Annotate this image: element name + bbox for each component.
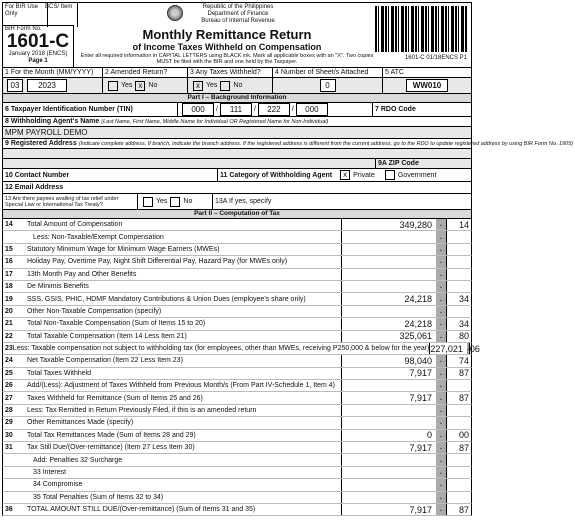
line-centavos[interactable]: 87 [446,442,471,453]
line-number: 18 [5,283,13,291]
address-label-row [2,139,574,149]
line-amount[interactable]: 24,218 [341,318,436,329]
address-label: 9 Registered Address [5,140,77,147]
line-number: 21 [5,320,13,328]
line-centavos[interactable] [446,454,471,465]
line-amount[interactable] [341,479,436,490]
line-number: 26 [5,382,13,390]
line-amount[interactable]: 7,917 [341,442,436,453]
line-description: TOTAL AMOUNT STILL DUE/(Over-remittance) (Sum of Items 31 and 35) [27,506,256,514]
taxes-withheld [188,78,273,93]
relief-label: 13 Are there payees availing of tax relief under Special Law or International Tax Treaty? [3,194,138,209]
tin-fields: 000 / 111 / 222 / 000 [178,103,373,116]
line-amount[interactable] [341,269,436,280]
month-year [3,78,103,93]
line-description: Total Non-Taxable Compensation (Sum of Items 15 to 20) [27,320,206,328]
line-description: Add/(Less): Adjustment of Taxes Withheld from Previous Month/s (From Part IV-Schedule 1, Item 4) [27,382,335,390]
amended-return [103,78,188,93]
amended-no-checkbox[interactable]: x [135,81,145,91]
line-amount[interactable]: 325,061 [341,331,436,342]
line-centavos[interactable] [446,256,471,267]
form-instructions: Enter all required information in CAPITAL LETTERS using BLACK ink. Mark all applicable boxes with an "X". Two copies MUST be filed with the BIR and one held by the Taxpayer. [80,53,374,65]
line-description: Tax Still Due/(Over-remittance) (Item 27 Less Item 30) [27,444,195,452]
amended-yes-checkbox[interactable] [108,81,118,91]
line-centavos[interactable]: 06 [469,343,480,354]
decimal-separator: . [436,231,446,242]
line-amount[interactable]: 227,021 [429,343,467,354]
form-title [77,27,377,65]
decimal-separator: . [436,467,446,478]
line-centavos[interactable] [446,244,471,255]
decimal-separator: . [436,219,446,230]
address-field-2[interactable] [2,159,472,169]
relief-no-checkbox[interactable] [170,197,180,207]
line-number: 17 [5,270,13,278]
tin-part-1[interactable]: 000 [182,103,214,116]
government-checkbox[interactable] [385,170,395,180]
sheets-attached [273,78,383,93]
line-description: Add: Penalties 32 Surcharge [33,456,123,464]
line-amount[interactable]: 24,218 [341,293,436,304]
line-amount[interactable]: 349,280 [341,219,436,230]
line-amount[interactable] [341,492,436,503]
line-description: Taxes Withheld for Remittance (Sum of Items 25 and 26) [27,394,203,402]
barcode-label: 1601-C 01/18ENCS P1 [404,55,467,61]
decimal-separator: . [436,492,446,503]
computation-line [2,269,472,281]
month-input[interactable]: 03 [7,79,23,92]
line-number: 27 [5,394,13,402]
line-amount[interactable] [341,281,436,292]
withheld-yes-label: Yes [206,82,218,89]
agency-line-1: Republic of the Philippines [202,4,274,10]
tin-part-4[interactable]: 000 [296,103,328,116]
line-amount[interactable]: 7,917 [341,504,436,515]
agent-label-row [2,117,472,127]
label-month: 1 For the Month (MM/YYYY) [3,68,103,77]
computation-line [2,417,472,429]
line-number: 24 [5,357,13,365]
line-centavos[interactable] [446,380,471,391]
line-description: Total Taxes Withheld [27,369,92,377]
relief-options [138,194,213,209]
line-centavos[interactable] [446,281,471,292]
line-number: 25 [5,369,13,377]
agent-name-field[interactable] [2,127,472,139]
line-description: 33 Interest [33,469,67,476]
row1-labels [2,68,472,78]
row1-values [2,78,472,94]
category-label: 11 Category of Withholding Agent [220,171,333,179]
line-description: Other Remittances Made (specify) [27,419,134,427]
line-amount[interactable] [341,380,436,391]
computation-line [2,492,472,504]
line-description: 34 Compromise [33,481,83,489]
line-number: 23 [5,345,13,353]
line-number: 22 [5,332,13,340]
computation-line [2,219,472,231]
zip-label: 9A ZIP Code [378,160,419,167]
bir-seal-icon [167,5,183,21]
bir-form-1601c [2,2,574,518]
decimal-separator: . [436,380,446,391]
bir-use-only: For BIR Use Only [3,3,48,27]
computation-line [2,479,472,491]
line-centavos[interactable] [446,231,471,242]
withheld-yes-checkbox[interactable]: x [193,81,203,91]
decimal-separator: . [436,269,446,280]
line-description: Holiday Pay, Overtime Pay, Night Shift Differential Pay, Hazard Pay (for MWEs only) [27,258,288,266]
tin-label: 6 Taxpayer Identification Number (TIN) [3,103,178,116]
private-label: Private [353,171,375,179]
decimal-separator: . [436,244,446,255]
agency-line-2: Department of Finance [207,11,269,17]
bcs-item: BCS/ Item [43,3,78,27]
government-label: Government [397,171,437,179]
computation-line [2,306,472,318]
line-number: 31 [5,444,13,452]
line-centavos[interactable] [446,492,471,503]
computation-line [2,368,472,380]
decimal-separator: . [436,256,446,267]
label-amended: 2 Amended Return? [103,68,188,77]
email-row [2,182,472,194]
decimal-separator: . [436,318,446,329]
computation-line [2,504,472,516]
decimal-separator: . [436,368,446,379]
computation-line [2,467,472,479]
line-centavos[interactable]: 74 [446,355,471,366]
atc-field [383,78,471,93]
line-centavos[interactable] [446,269,471,280]
line-centavos[interactable]: 87 [446,504,471,515]
line-description: Less: Taxable compensation not subject to withholding tax (for employees, other than MWEs, receiving P250,000 & below for the year) [12,345,430,353]
line-amount[interactable] [341,306,436,317]
part1-heading: Part I – Background Information [2,94,472,103]
line-number: 29 [5,419,13,427]
line-description: Less: Non-Taxable/Exempt Compensation [33,233,164,241]
decimal-separator: . [436,331,446,342]
category-field [218,169,471,181]
line-number: 16 [5,258,13,266]
line-centavos[interactable]: 87 [446,368,471,379]
decimal-separator: . [436,504,446,515]
withheld-no-checkbox[interactable] [220,81,230,91]
rdo-label: 7 RDO Code [375,106,416,113]
agency-line-3: Bureau of Internal Revenue [201,18,275,24]
line-amount[interactable] [341,467,436,478]
form-number: 1601-C [6,31,70,52]
line-number: 36 [5,506,13,514]
decimal-separator: . [436,454,446,465]
computation-line [2,380,472,392]
line-amount[interactable] [341,256,436,267]
title-line-1: Monthly Remittance Return [142,27,312,42]
line-centavos[interactable]: 34 [446,293,471,304]
computation-line [2,343,480,355]
decimal-separator: . [436,293,446,304]
label-sheets: 4 Number of Sheet/s Attached [273,68,383,77]
agent-name-label: 8 Withholding Agent's Name [5,118,100,125]
sheets-input[interactable]: 0 [320,79,336,92]
line-description: Total Amount of Compensation [27,221,123,229]
tax-relief-row [2,194,472,210]
form-header [2,2,472,68]
computation-line [2,293,472,305]
decimal-separator: . [436,479,446,490]
barcode-icon [375,6,467,52]
line-description: Other Non-Taxable Compensation (specify) [27,307,162,315]
relief-no-label: No [183,198,193,205]
label-withheld: 3 Any Taxes Withheld? [188,68,273,77]
address-hint: (Indicate complete address. If branch, indicate the branch address. If the registered address is different from the current address, go to the RDO to update registered address by using BIR Form No. 1905) [78,140,574,147]
computation-line [2,256,472,268]
line-description: Total Tax Remittances Made (Sum of Items 28 and 29) [27,431,196,439]
line-description: De Minimis Benefits [27,283,89,291]
computation-line [2,442,472,454]
line-centavos[interactable] [446,417,471,428]
line-centavos[interactable] [446,306,471,317]
line-description: Statutory Minimum Wage for Minimum Wage Earners (MWEs) [27,245,220,253]
agency-block [183,4,293,25]
decimal-separator: . [436,392,446,403]
line-number: 20 [5,307,13,315]
relief-specify-label: 13A If yes, specify [215,198,272,205]
line-centavos[interactable]: 00 [446,430,471,441]
computation-line [2,331,472,343]
computation-line [2,430,472,442]
computation-line [2,318,472,330]
line-centavos[interactable]: 34 [446,318,471,329]
line-description: 13th Month Pay and Other Benefits [27,270,137,278]
amended-yes-label: Yes [121,82,133,89]
tin-part-3[interactable]: 222 [258,103,290,116]
page-number: Page 1 [28,58,48,64]
line-description: Total Taxable Compensation (Item 14 Less Item 21) [27,332,187,340]
computation-lines [2,219,480,516]
line-number: 14 [5,221,13,229]
computation-line [2,355,472,367]
line-amount[interactable]: 7,917 [341,392,436,403]
decimal-separator: . [436,417,446,428]
line-number: 15 [5,245,13,253]
decimal-separator: . [436,355,446,366]
computation-line [2,405,472,417]
line-centavos[interactable] [446,467,471,478]
relief-yes-checkbox[interactable] [143,197,153,207]
line-number: 19 [5,295,13,303]
computation-line [2,244,472,256]
decimal-separator: . [436,281,446,292]
form-number-label: BIR Form No. [5,26,42,32]
line-amount[interactable] [341,405,436,416]
line-centavos[interactable]: 87 [446,392,471,403]
line-centavos[interactable] [446,405,471,416]
line-amount[interactable] [341,231,436,242]
private-checkbox[interactable]: x [340,170,350,180]
form-number-box [3,25,74,68]
address-field-1[interactable] [2,149,472,159]
form-date: January 2018 (ENCS) [8,51,68,57]
computation-line [2,231,472,243]
line-number: 30 [5,431,13,439]
agent-name-value: MPM PAYROLL DEMO [5,128,88,137]
line-centavos[interactable] [446,479,471,490]
computation-line [2,454,472,466]
title-line-2: of Income Taxes Withheld on Compensation [132,42,322,52]
line-description: Less: Tax Remitted in Return Previously Filed, if this is an amended return [27,407,257,415]
agent-name-hint: (Last Name, First Name, Middle Name for Individual OR Registered Name for Non-Individual) [101,118,329,125]
decimal-separator: . [436,442,446,453]
line-amount[interactable] [341,244,436,255]
year-input[interactable]: 2023 [27,79,67,92]
decimal-separator: . [436,405,446,416]
line-amount[interactable]: 7,917 [341,368,436,379]
line-amount[interactable] [341,417,436,428]
tin-part-2[interactable]: 111 [220,103,252,116]
withheld-no-label: No [233,82,243,89]
tin-row [2,103,472,117]
line-description: Net Taxable Compensation (Item 22 Less Item 23) [27,357,183,365]
contact-label: 10 Contact Number [3,169,218,181]
relief-yes-label: Yes [156,198,168,205]
line-amount[interactable] [341,454,436,465]
computation-line [2,392,472,404]
line-number: 28 [5,407,13,415]
line-description: SSS, GSIS, PHIC, HDMF Mandatory Contributions & Union Dues (employee's share only) [27,295,306,303]
decimal-separator: . [436,306,446,317]
decimal-separator: . [467,343,469,354]
atc-input[interactable]: WW010 [406,79,448,92]
contact-row [2,169,472,182]
line-description: 35 Total Penalties (Sum of Items 32 to 34) [33,493,164,501]
line-centavos[interactable]: 14 [446,219,471,230]
computation-line [2,281,472,293]
amended-no-label: No [148,82,158,89]
decimal-separator: . [436,430,446,441]
email-label: 12 Email Address [5,184,64,191]
line-amount[interactable]: 0 [341,430,436,441]
line-amount[interactable]: 98,040 [341,355,436,366]
line-centavos[interactable]: 80 [446,331,471,342]
part2-heading: Part II – Computation of Tax [2,210,472,219]
label-atc: 5 ATC [385,69,404,76]
